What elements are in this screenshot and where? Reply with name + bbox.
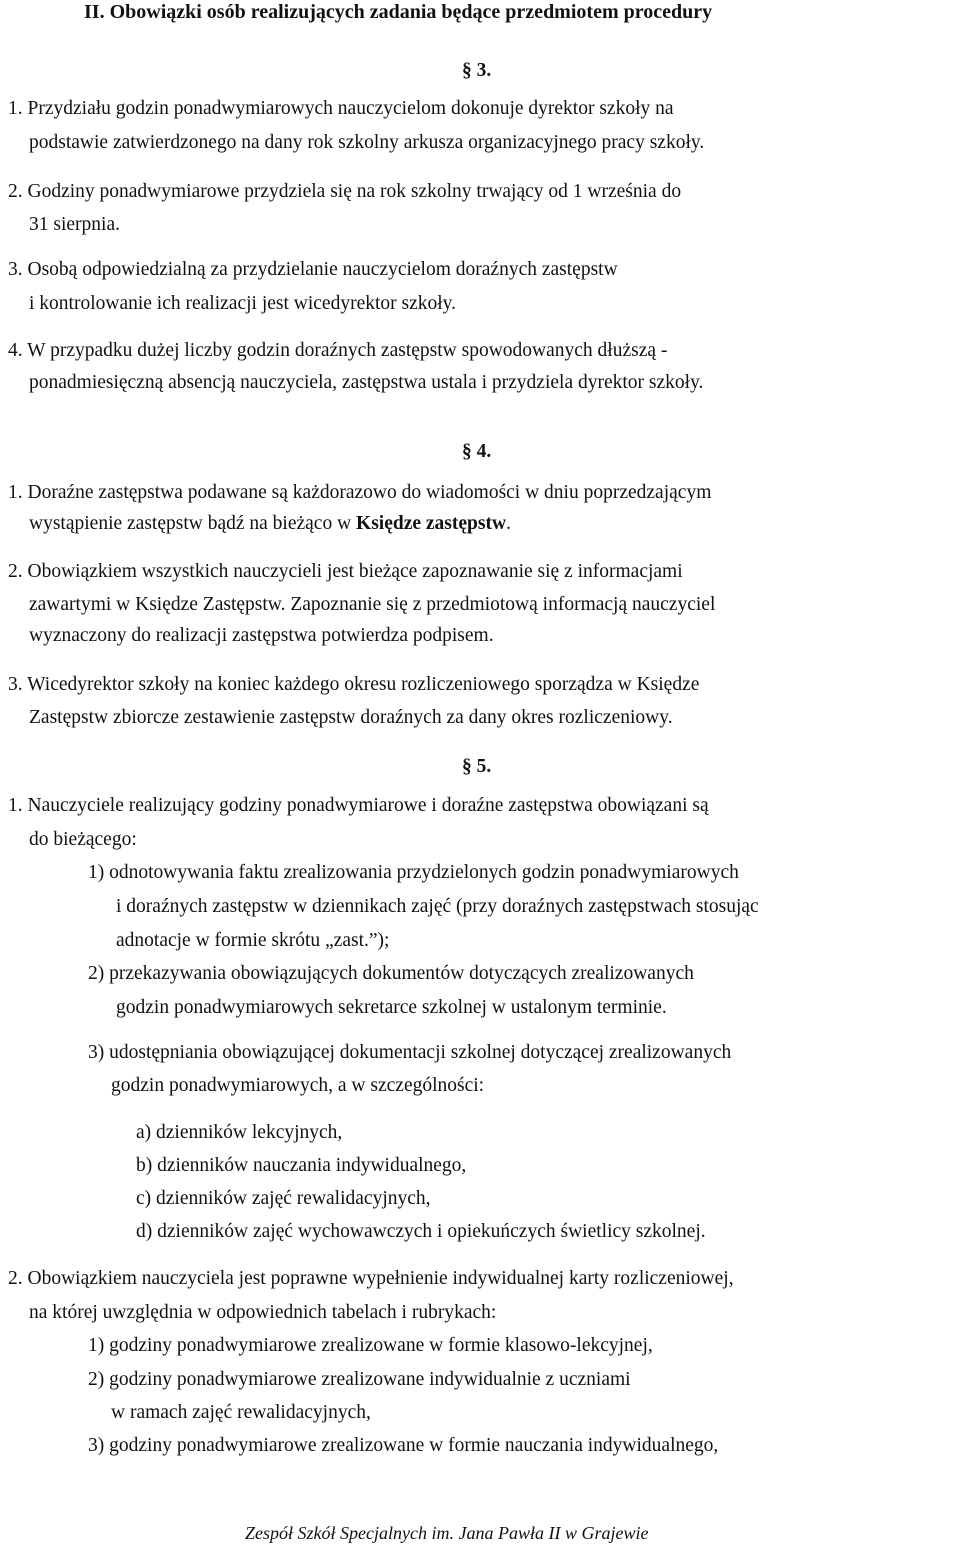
s5-sub1-line2: i doraźnych zastępstw w dziennikach zajęć (przy doraźnych zastępstwach stosując	[116, 896, 759, 917]
s3-item1-line2: podstawie zatwierdzonego na dany rok szkolny arkusza organizacyjnego pracy szkoły.	[29, 132, 705, 153]
s5-sub1-line1: 1) odnotowywania faktu zrealizowania przydzielonych godzin ponadwymiarowych	[88, 862, 739, 883]
s4-item2-line2: zawartymi w Księdze Zastępstw. Zapoznanie się z przedmiotową informacją nauczyciel	[29, 594, 716, 615]
s3-item3-line1: 3. Osobą odpowiedzialną za przydzielanie nauczycielom doraźnych zastępstw	[8, 259, 618, 280]
s5-item2-sub3: 3) godziny ponadwymiarowe zrealizowane w formie nauczania indywidualnego,	[88, 1435, 719, 1456]
section-4-number: § 4.	[462, 441, 492, 462]
s5-letter-a: a) dzienników lekcyjnych,	[136, 1122, 343, 1143]
s3-item2-line2: 31 sierpnia.	[29, 214, 120, 235]
s3-item2-line1: 2. Godziny ponadwymiarowe przydziela się na rok szkolny trwający od 1 września do	[8, 181, 682, 202]
s5-letter-b: b) dzienników nauczania indywidualnego,	[136, 1155, 467, 1176]
section-5-number: § 5.	[462, 756, 492, 777]
s5-item2-sub2-line2: w ramach zajęć rewalidacyjnych,	[111, 1402, 371, 1423]
page-heading: II. Obowiązki osób realizujących zadania będące przedmiotem procedury	[84, 1, 713, 23]
s5-item2-line1: 2. Obowiązkiem nauczyciela jest poprawne wypełnienie indywidualnej karty rozliczeniowej,	[8, 1268, 734, 1289]
s3-item3-line2: i kontrolowanie ich realizacji jest wicedyrektor szkoły.	[29, 293, 457, 314]
s5-item1-line1: 1. Nauczyciele realizujący godziny ponadwymiarowe i doraźne zastępstwa obowiązani są	[8, 795, 709, 816]
s4-item3-line2: Zastępstw zbiorcze zestawienie zastępstw doraźnych za dany okres rozliczeniowy.	[29, 707, 673, 728]
s4-item1-line1: 1. Doraźne zastępstwa podawane są każdorazowo do wiadomości w dniu poprzedzającym	[8, 482, 712, 503]
section-3-number: § 3.	[462, 60, 492, 81]
s5-letter-d: d) dzienników zajęć wychowawczych i opiekuńczych świetlicy szkolnej.	[136, 1221, 706, 1242]
s3-item4-line1: 4. W przypadku dużej liczby godzin doraźnych zastępstw spowodowanych dłuższą -	[8, 340, 668, 361]
s5-item2-sub2-line1: 2) godziny ponadwymiarowe zrealizowane indywidualnie z uczniami	[88, 1369, 631, 1390]
page-footer: Zespół Szkół Specjalnych im. Jana Pawła II w Grajewie	[245, 1523, 649, 1543]
s5-item2-sub1: 1) godziny ponadwymiarowe zrealizowane w formie klasowo-lekcyjnej,	[88, 1335, 653, 1356]
s3-item4-line2: ponadmiesięczną absencją nauczyciela, zastępstwa ustala i przydziela dyrektor szkoły.	[29, 372, 704, 393]
s3-item1-line1: 1. Przydziału godzin ponadwymiarowych nauczycielom dokonuje dyrektor szkoły na	[8, 98, 674, 119]
s4-item2-line3: wyznaczony do realizacji zastępstwa potwierdza podpisem.	[29, 625, 494, 646]
s4-item2-line1: 2. Obowiązkiem wszystkich nauczycieli jest bieżące zapoznawanie się z informacjami	[8, 561, 683, 582]
s5-item1-line2: do bieżącego:	[29, 829, 137, 850]
s4-item3-line1: 3. Wicedyrektor szkoły na koniec każdego okresu rozliczeniowego sporządza w Księdze	[8, 674, 700, 695]
s5-sub1-line3: adnotacje w formie skrótu „zast.”);	[116, 930, 390, 951]
s5-sub3-line2: godzin ponadwymiarowych, a w szczególności:	[111, 1075, 485, 1096]
s5-sub2-line1: 2) przekazywania obowiązujących dokumentów dotyczących zrealizowanych	[88, 963, 694, 984]
s5-item2-line2: na której uwzględnia w odpowiednich tabelach i rubrykach:	[29, 1302, 497, 1323]
s5-sub3-line1: 3) udostępniania obowiązującej dokumentacji szkolnej dotyczącej zrealizowanych	[88, 1042, 732, 1063]
s5-sub2-line2: godzin ponadwymiarowych sekretarce szkolnej w ustalonym terminie.	[116, 997, 667, 1018]
s4-item1-line2: wystąpienie zastępstw bądź na bieżąco w Księdze zastępstw.	[29, 513, 511, 534]
book-of-substitutions-bold: Księdze zastępstw	[356, 513, 507, 534]
s5-letter-c: c) dzienników zajęć rewalidacyjnych,	[136, 1188, 431, 1209]
